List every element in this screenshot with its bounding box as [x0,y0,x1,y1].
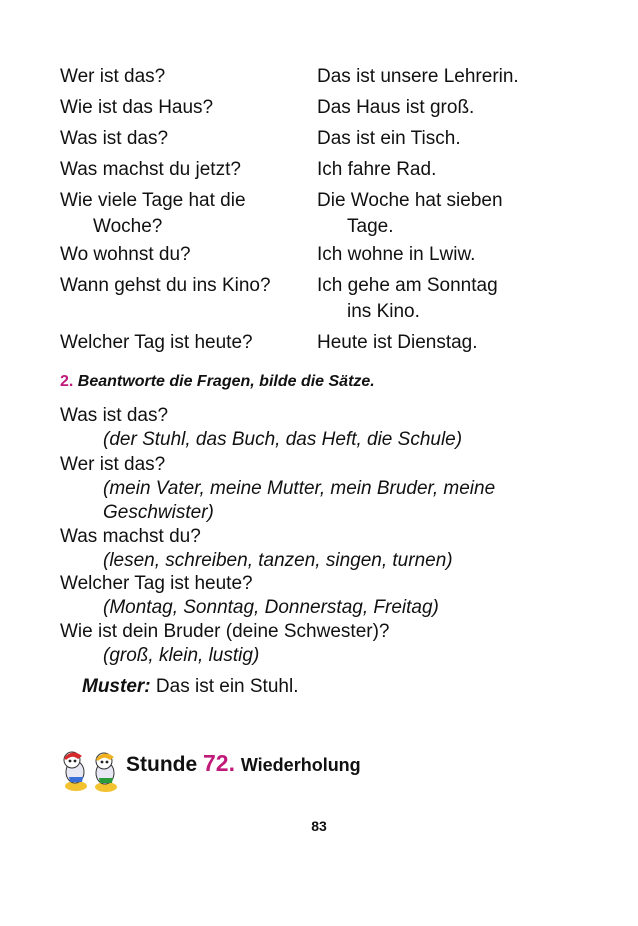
answer-line: Ich gehe am Sonntag [317,275,498,296]
exercise-hint: (groß, klein, lustig) [103,645,260,666]
exercise-item [60,404,580,452]
lesson-subtitle: Wiederholung [240,755,361,775]
example-text: Das ist ein Stuhl. [155,676,299,697]
question: Wann gehst du ins Kino? [60,275,271,296]
answer: Heute ist Dienstag. [317,332,478,353]
task-heading [60,373,375,391]
question-line: Wie viele Tage hat die [60,190,246,211]
question-line-cont: Woche? [93,216,163,237]
answer: Ich fahre Rad. [317,159,437,180]
question: Was ist das? [60,128,169,149]
kid-figure-left-icon [64,752,87,791]
exercise-hint: (mein Vater, meine Mutter, mein Bruder, meine [103,478,496,499]
page-number: 83 [311,818,327,834]
question: Wer ist das? [60,66,166,87]
question: Was machst du jetzt? [60,159,241,180]
lesson-header [60,746,480,794]
two-cartoon-kids-icon [60,746,124,794]
exercise-hint-cont: Geschwister) [103,502,214,523]
question: Welcher Tag ist heute? [60,332,253,353]
answer [317,188,617,240]
question: Wo wohnst du? [60,244,191,265]
kid-figure-right-icon [95,753,117,792]
lesson-number: 72. [203,750,235,776]
exercise-question: Welcher Tag ist heute? [60,573,253,594]
example-sentence [82,676,298,698]
question: Wie ist das Haus? [60,97,214,118]
exercise-item [60,620,580,668]
task-number: 2. [60,373,74,390]
answer: Das ist ein Tisch. [317,128,461,149]
exercise-question: Was machst du? [60,526,201,547]
answer-line: Die Woche hat sieben [317,190,503,211]
exercise-hint: (lesen, schreiben, tanzen, singen, turnen) [103,550,453,571]
answer-line-cont: ins Kino. [347,301,420,322]
exercise-question: Wer ist das? [60,454,166,475]
exercise-question: Wie ist dein Bruder (deine Schwester)? [60,621,390,642]
example-label: Muster: [82,676,151,697]
exercise-item [60,572,580,620]
lesson-title [126,750,361,777]
lesson-label: Stunde [126,753,198,776]
answer-line-cont: Tage. [347,216,394,237]
answer: Ich wohne in Lwiw. [317,244,476,265]
question [60,188,308,240]
exercise-hint: (Montag, Sonntag, Donnerstag, Freitag) [103,597,439,618]
exercise-item [60,525,580,573]
exercise-question: Was ist das? [60,405,169,426]
task-instruction: Beantworte die Fragen, bilde die Sätze. [77,373,375,390]
exercise-hint: (der Stuhl, das Buch, das Heft, die Schule) [103,429,463,450]
answer [317,273,617,325]
answer: Das ist unsere Lehrerin. [317,66,519,87]
exercise-item [60,453,580,525]
answer: Das Haus ist groß. [317,97,475,118]
